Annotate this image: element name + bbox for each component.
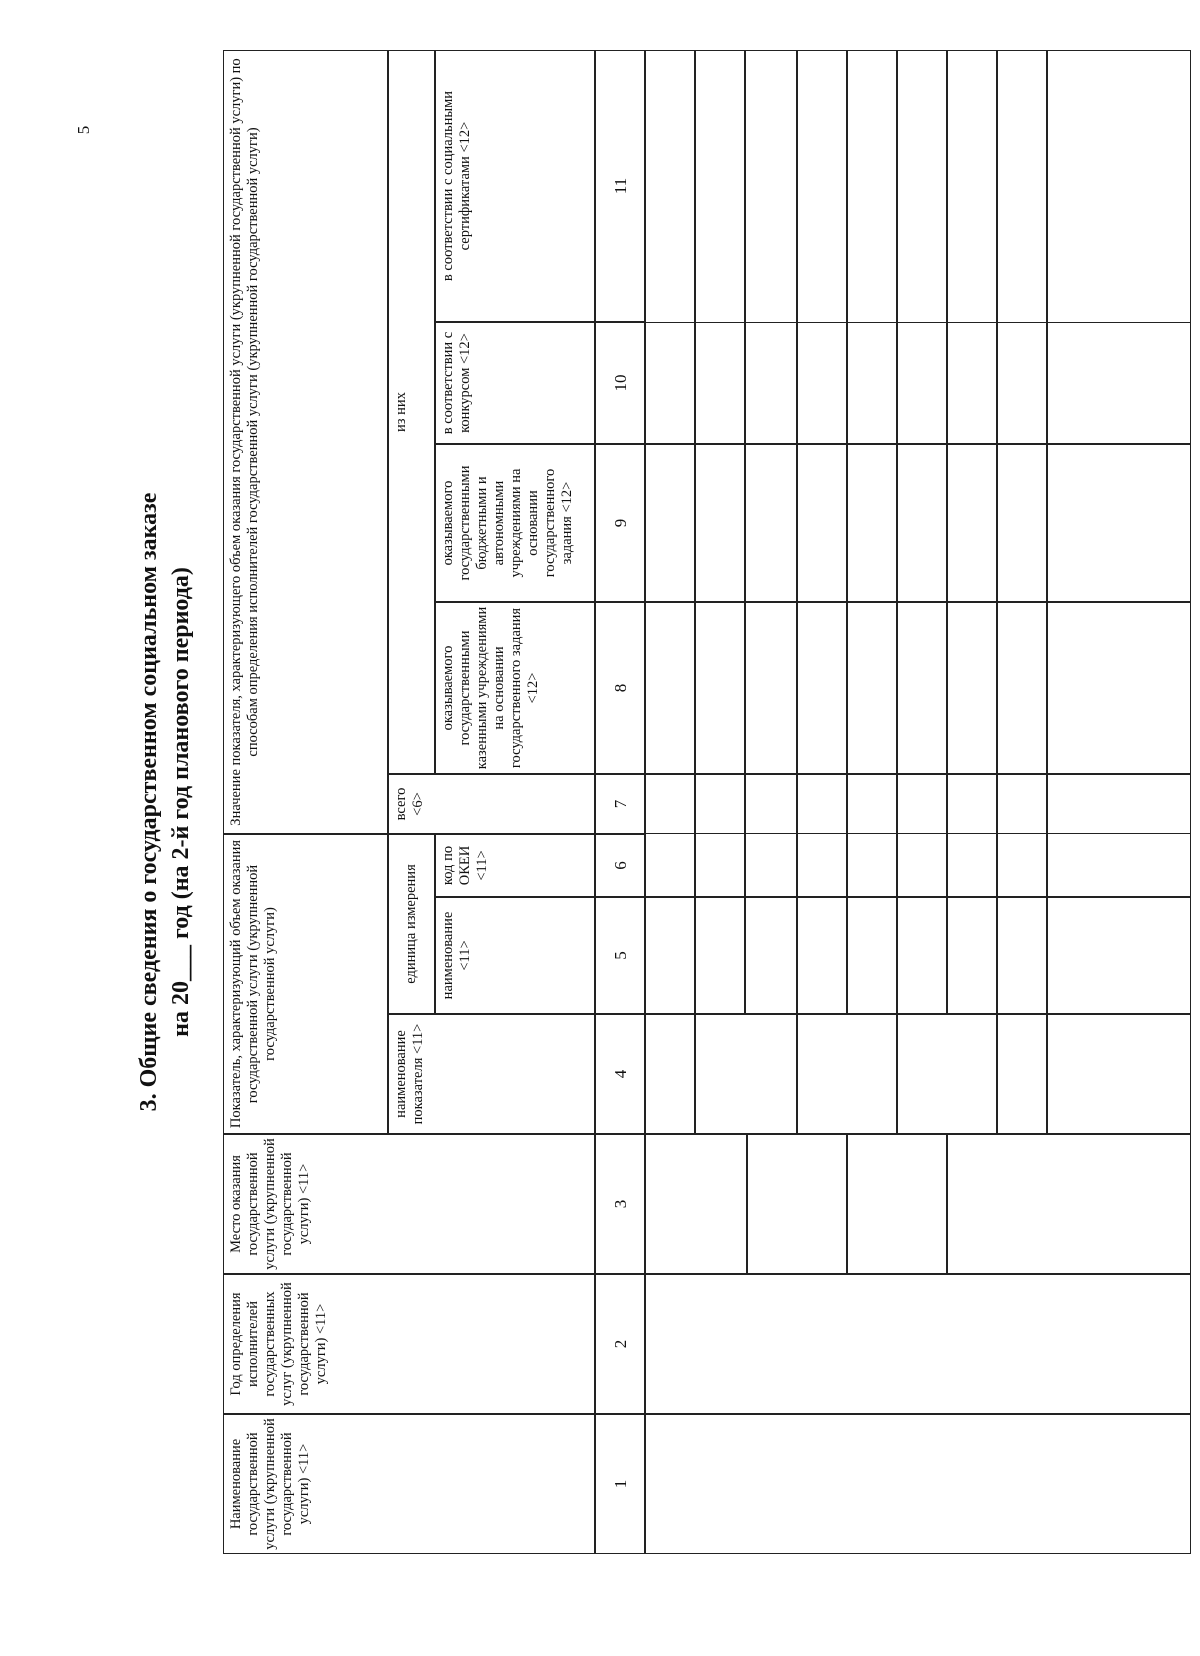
rotated-page-content	[133, 50, 1191, 1554]
table-cell	[1047, 1014, 1191, 1134]
page-number: 5	[74, 125, 93, 135]
table-cell	[797, 897, 847, 1014]
column-divider	[645, 602, 1191, 774]
header-social-certificates: в соответствии с социальными сертификатами <12>	[435, 50, 595, 322]
table-cell	[645, 1274, 1191, 1414]
header-of-which: из них	[388, 50, 435, 774]
table-cell	[947, 897, 997, 1014]
table-cell	[997, 1014, 1047, 1134]
header-budget-institutions: оказываемого государственными бюджетными и автономными учреждениями на основании государственного задания <12>	[435, 444, 595, 602]
header-place: Место оказания государственной услуги (укрупненной государственной услуги) <11>	[223, 1134, 595, 1274]
table-cell	[897, 1014, 997, 1134]
column-divider	[645, 322, 1191, 444]
table-cell	[645, 1414, 1191, 1554]
table-cell	[947, 1134, 1191, 1274]
column-number: 1	[595, 1414, 645, 1554]
table-cell	[645, 897, 695, 1014]
table-cell	[745, 897, 797, 1014]
header-service-name: Наименование государственной услуги (укрупненной государственной услуги) <11>	[223, 1414, 595, 1554]
table-cell	[847, 1134, 947, 1274]
column-number: 3	[595, 1134, 645, 1274]
title-line-1: 3. Общие сведения о государственном социальном заказе	[136, 492, 162, 1112]
table-cell	[695, 897, 745, 1014]
column-number: 4	[595, 1014, 645, 1134]
column-number: 5	[595, 897, 645, 1014]
column-divider	[645, 774, 1191, 834]
table-cell	[847, 897, 897, 1014]
column-number: 7	[595, 774, 645, 834]
header-value-group: Значение показателя, характеризующего объем оказания государственной услуги (укрупненной государственной услуги) по способам определения исполнителей государственной услуги (укрупненной государственной услуги)	[223, 50, 388, 834]
column-number: 2	[595, 1274, 645, 1414]
column-number: 8	[595, 602, 645, 774]
header-indicator-name: наименование показателя <11>	[388, 1014, 595, 1134]
column-divider	[645, 444, 1191, 602]
table-cell	[645, 1134, 747, 1274]
table-cell	[645, 1014, 695, 1134]
table-cell	[695, 1014, 797, 1134]
social-order-table	[223, 50, 1191, 1554]
table-cell	[997, 897, 1047, 1014]
table-cell	[897, 897, 947, 1014]
header-government-institutions: оказываемого государственными казенными учреждениями на основании государственного задания <12>	[435, 602, 595, 774]
header-competition: в соответствии с конкурсом <12>	[435, 322, 595, 444]
column-number: 11	[595, 50, 645, 322]
header-unit-name: наименование <11>	[435, 897, 595, 1014]
column-number: 9	[595, 444, 645, 602]
column-number: 10	[595, 322, 645, 444]
header-okei-code: код по ОКЕИ <11>	[435, 834, 595, 897]
title-line-2: на 20___ год (на 2-й год планового периода)	[168, 567, 194, 1037]
table-cell	[797, 1014, 897, 1134]
table-cell	[747, 1134, 847, 1274]
section-title	[133, 50, 209, 1554]
header-total: всего <6>	[388, 774, 595, 834]
header-unit-group: единица измерения	[388, 834, 435, 1014]
header-year: Год определения исполнителей государственных услуг (укрупненной государственной услуги) <11>	[223, 1274, 595, 1414]
column-number: 6	[595, 834, 645, 897]
table-cell	[1047, 897, 1191, 1014]
header-indicator-group: Показатель, характеризующий объем оказания государственной услуги (укрупненной государственной услуги)	[223, 834, 388, 1134]
